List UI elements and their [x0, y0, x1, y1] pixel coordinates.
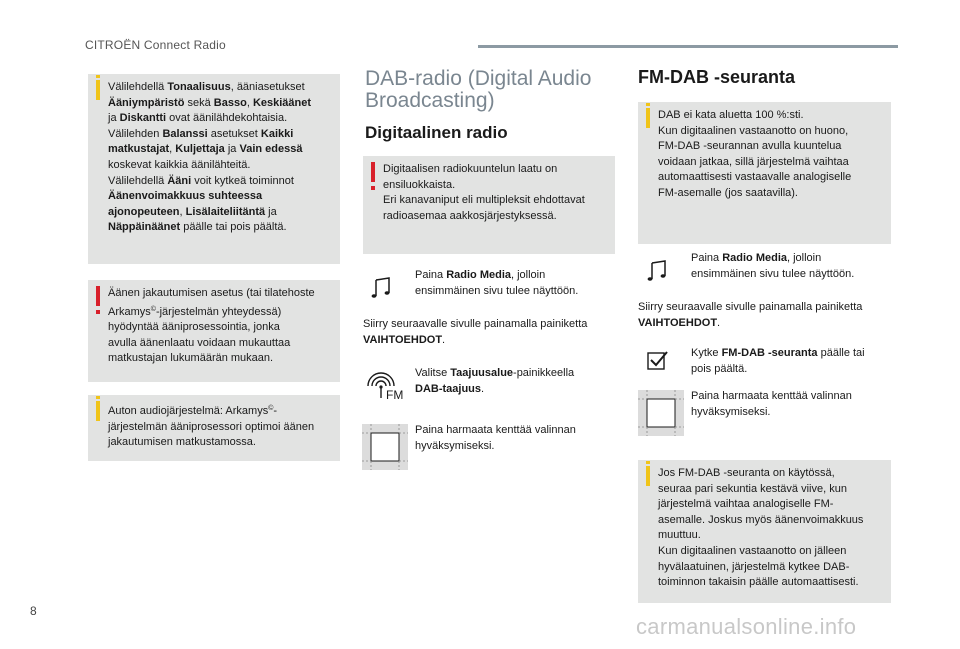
warning-marker-icon: [96, 286, 100, 306]
subtitle-digital-radio: Digitaalinen radio: [365, 123, 508, 142]
checkbox-checked-icon: [646, 348, 670, 372]
info-marker-icon: [646, 466, 650, 486]
page-number: 8: [30, 604, 37, 618]
step-confirm: Paina harmaata kenttää valinnan hyväksymiseksi.: [691, 390, 852, 418]
warning-marker-icon: [371, 162, 375, 182]
music-note-icon: [646, 259, 670, 283]
fm-icon-label: FM: [386, 388, 404, 402]
info-box-text: Jos FM-DAB -seuranta on käytössä, seuraa pari sekuntia kestävä viive, kun järjestelmä vaihtaa analogiselle FM- asemalle. Joskus myös äänenvoimakkuus muuttuu. Kun digitaalinen vastaanotto on jälleen hyvälaatuinen, järjestelmä kytkee DAB- toiminnon takaisin päälle automaattisesti.: [658, 467, 864, 589]
info-box-dab-coverage: [638, 102, 891, 244]
info-box-arkamys: [88, 395, 340, 461]
info-marker-icon: [646, 108, 650, 128]
fm-radio-icon: [363, 366, 407, 406]
header-bar: [478, 45, 898, 48]
paragraph-options: Siirry seuraavalle sivulle painamalla painiketta VAIHTOEHDOT.: [638, 301, 863, 329]
grey-field-icon: [638, 390, 684, 436]
info-box-text: Välilehdellä Tonaalisuus, ääniasetukset Ääniympäristö sekä Basso, Keskiäänet ja Diskantti ovat äänilähdekohtaisia. Välilehden Balanssi asetukset Kaikki matkustajat, Kuljettaja ja Vain edessä koskevat kaikkia äänilähteitä. Välilehdellä Ääni voit kytkeä toiminnot Äänenvoimakkuus suhteessa ajonopeuteen, Lisälaiteliitäntä ja Näppäinäänet päälle tai pois päältä.: [108, 81, 312, 234]
info-box-text: DAB ei kata aluetta 100 %:sti. Kun digitaalinen vastaanotto on huono, FM-DAB -seurannan avulla kuuntelua voidaan jatkaa, sillä järjestelmä vaihtaa automaattisesti vastaavalle analogiselle FM-asemalle (jos saatavilla).: [658, 109, 852, 199]
section-title-fm-dab: FM-DAB -seuranta: [638, 67, 796, 87]
info-marker-icon: [96, 80, 100, 100]
info-box-text: Auton audiojärjestelmä: Arkamys©- järjestelmän ääniprosessori optimoi äänen jakautumisen matkustamossa.: [108, 405, 315, 449]
info-marker-icon: [96, 401, 100, 421]
info-box-fm-dab-delay: [638, 460, 891, 603]
section-title-dab: DAB-radio (Digital Audio Broadcasting): [365, 67, 592, 112]
step-select-band: Valitse Taajuusalue-painikkeella DAB-taajuus.: [415, 367, 575, 395]
watermark: carmanualsonline.info: [636, 614, 857, 639]
paragraph-options: Siirry seuraavalle sivulle painamalla painiketta VAIHTOEHDOT.: [363, 318, 588, 346]
step-confirm: Paina harmaata kenttää valinnan hyväksymiseksi.: [415, 424, 576, 452]
music-note-icon: [370, 276, 394, 300]
step-radio-media: Paina Radio Media, jolloin ensimmäinen sivu tulee näyttöön.: [691, 252, 855, 280]
info-box-tonality: [88, 74, 340, 264]
warning-box-text: Digitaalisen radiokuuntelun laatu on ensiluokkaista. Eri kanavaniput eli multipleksit ehdottavat radioasemaa aakkosjärjestyksessä.: [383, 163, 585, 222]
warning-box-sound-distribution: [88, 280, 340, 382]
header-title: CITROËN Connect Radio: [85, 38, 226, 52]
step-radio-media: Paina Radio Media, jolloin ensimmäinen sivu tulee näyttöön.: [415, 269, 579, 297]
step-toggle-fm-dab: Kytke FM-DAB -seuranta päälle tai pois päältä.: [691, 347, 865, 375]
warning-box-text: Äänen jakautumisen asetus (tai tilatehoste Arkamys©-järjestelmän yhteydessä) hyödyntää ääniprosessointia, jonka avulla äänenlaatu voidaan mukauttaa matkustajan lukumäärän mukaan.: [108, 287, 315, 365]
grey-field-icon: [362, 424, 408, 470]
warning-box-digital-quality: [363, 156, 615, 254]
